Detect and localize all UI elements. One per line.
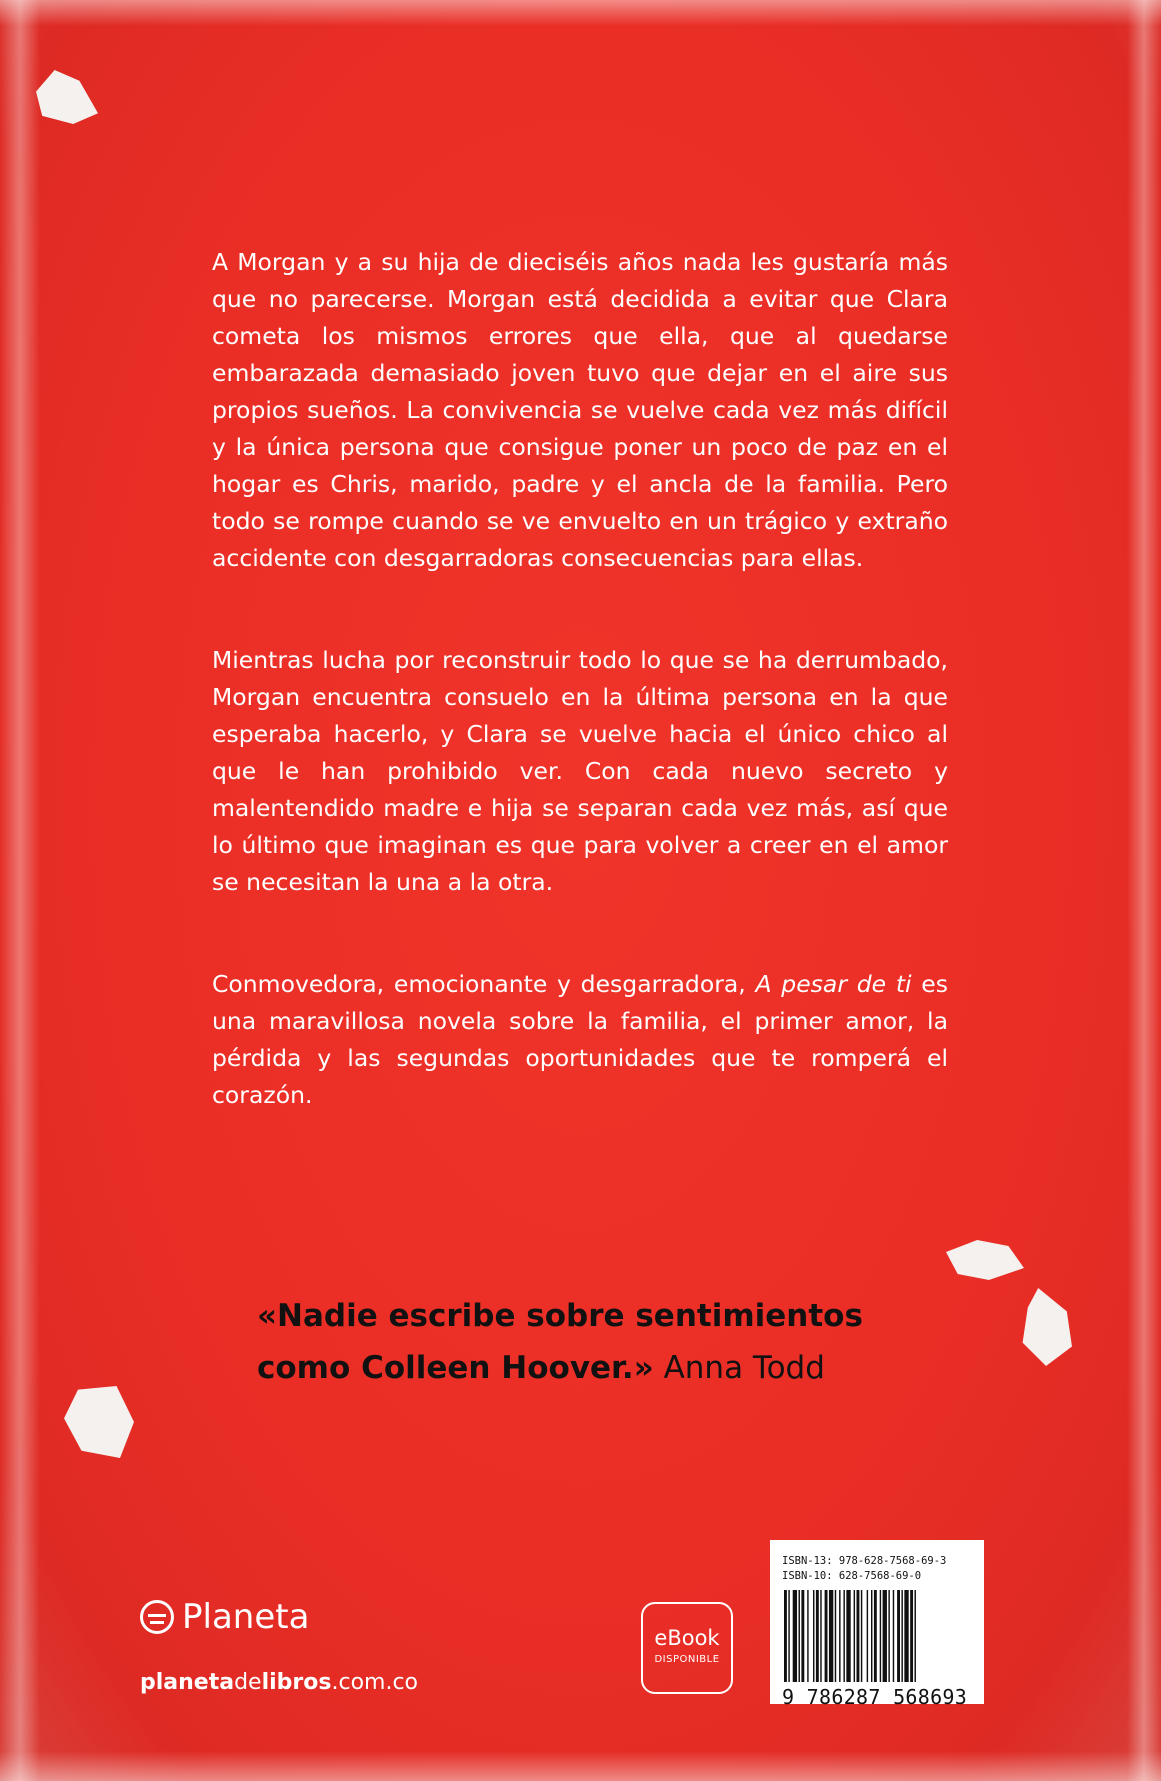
website-part: de (234, 1670, 262, 1695)
publisher-name: Planeta (182, 1597, 310, 1637)
barcode-bar (880, 1590, 881, 1682)
plastic-wrap-sheen (1127, 0, 1161, 1781)
barcode-bar (835, 1590, 836, 1682)
quote-author: Anna Todd (653, 1350, 825, 1386)
barcode-bar (843, 1590, 844, 1682)
plastic-wrap-sheen (0, 1751, 1161, 1781)
barcode-bar (861, 1590, 862, 1682)
synopsis (212, 244, 948, 1114)
barcode-bar (901, 1590, 902, 1682)
barcode-bar (793, 1590, 797, 1682)
synopsis-paragraph-2: Mientras lucha por reconstruir todo lo que se ha derrumbado, Morgan encuentra consuelo en la última persona en la que esperaba hacerlo, y Clara se vuelve hacia el único chico al que le han prohibido ver. Con cada nuevo secreto y malentendido madre e hija se separan cada vez más, así que lo último que imaginan es que para volver a creer en el amor se necesitan la una a la otra. (212, 646, 948, 896)
torn-paper-mark (946, 1240, 1024, 1280)
barcode-bar (825, 1590, 828, 1682)
website-part: .com.co (331, 1670, 419, 1695)
barcode-bar (813, 1590, 814, 1682)
website-part: libros (261, 1670, 332, 1695)
isbn-13: ISBN-13: 978-628-7568-69-3 (782, 1555, 947, 1567)
barcode (782, 1590, 970, 1682)
barcode-bar (839, 1590, 840, 1682)
torn-paper-mark (64, 1386, 134, 1458)
barcode-bar (893, 1590, 894, 1682)
barcode-bar (897, 1590, 900, 1682)
barcode-bar (799, 1590, 800, 1682)
review-quote (257, 1290, 957, 1394)
barcode-label (770, 1540, 984, 1709)
barcode-bar (888, 1590, 889, 1682)
barcode-bar (867, 1590, 868, 1682)
ebook-badge (641, 1602, 733, 1694)
paragraph-text: es una maravillosa novela sobre la familia, el primer amor, la pérdida y las segundas oportunidades que te romperá el corazón. (212, 970, 948, 1109)
plastic-wrap-sheen (0, 0, 1161, 26)
barcode-bar (829, 1590, 833, 1682)
barcode-bar (816, 1590, 819, 1682)
barcode-bar (784, 1590, 787, 1682)
barcode-bar (910, 1590, 913, 1682)
barcode-bar (874, 1590, 877, 1682)
barcode-bar (846, 1590, 850, 1682)
torn-paper-mark (36, 70, 98, 124)
plastic-wrap-sheen (0, 0, 40, 1781)
publisher-logo (140, 1594, 309, 1640)
barcode-bar (883, 1590, 887, 1682)
synopsis-paragraph-1: A Morgan y a su hija de dieciséis años nada les gustaría más que no parecerse. Morgan está decidida a evitar que Clara cometa los mismos errores que ella, que al quedarse embarazada demasiado joven tuvo que dejar en el aire sus propios sueños. La convivencia se vuelve cada vez más difícil y la única persona que consigue poner un poco de paz en el hogar es Chris, marido, padre y el ancla de la familia. Pero todo se rompe cuando se ve envuelto en un trágico y extraño accidente con desgarradoras consecuencias para ellas. (212, 248, 948, 572)
ebook-sub-label: DISPONIBLE (654, 1654, 720, 1665)
ebook-label: eBook (654, 1626, 720, 1650)
barcode-bar (915, 1590, 916, 1682)
barcode-number: 9 786287 568693 (782, 1685, 968, 1709)
torn-paper-mark (1020, 1288, 1072, 1366)
book-title: A pesar de ti (755, 970, 912, 998)
publisher-website (140, 1670, 418, 1695)
quote-text: «Nadie escribe sobre sentimientos como Colleen Hoover.» (257, 1298, 863, 1386)
isbn-10: ISBN-10: 628-7568-69-0 (782, 1570, 922, 1582)
paragraph-text: Conmovedora, emocionante y desgarradora, (212, 970, 756, 998)
planeta-globe-icon (140, 1600, 174, 1634)
barcode-bar (820, 1590, 821, 1682)
barcode-bar (801, 1590, 804, 1682)
barcode-bar (871, 1590, 872, 1682)
barcode-bar (788, 1590, 789, 1682)
barcode-bar (854, 1590, 855, 1682)
website-part: planeta (140, 1670, 235, 1695)
synopsis-paragraph-3 (212, 966, 948, 1114)
barcode-bar (857, 1590, 860, 1682)
barcode-bar (807, 1590, 808, 1682)
barcode-bar (904, 1590, 908, 1682)
